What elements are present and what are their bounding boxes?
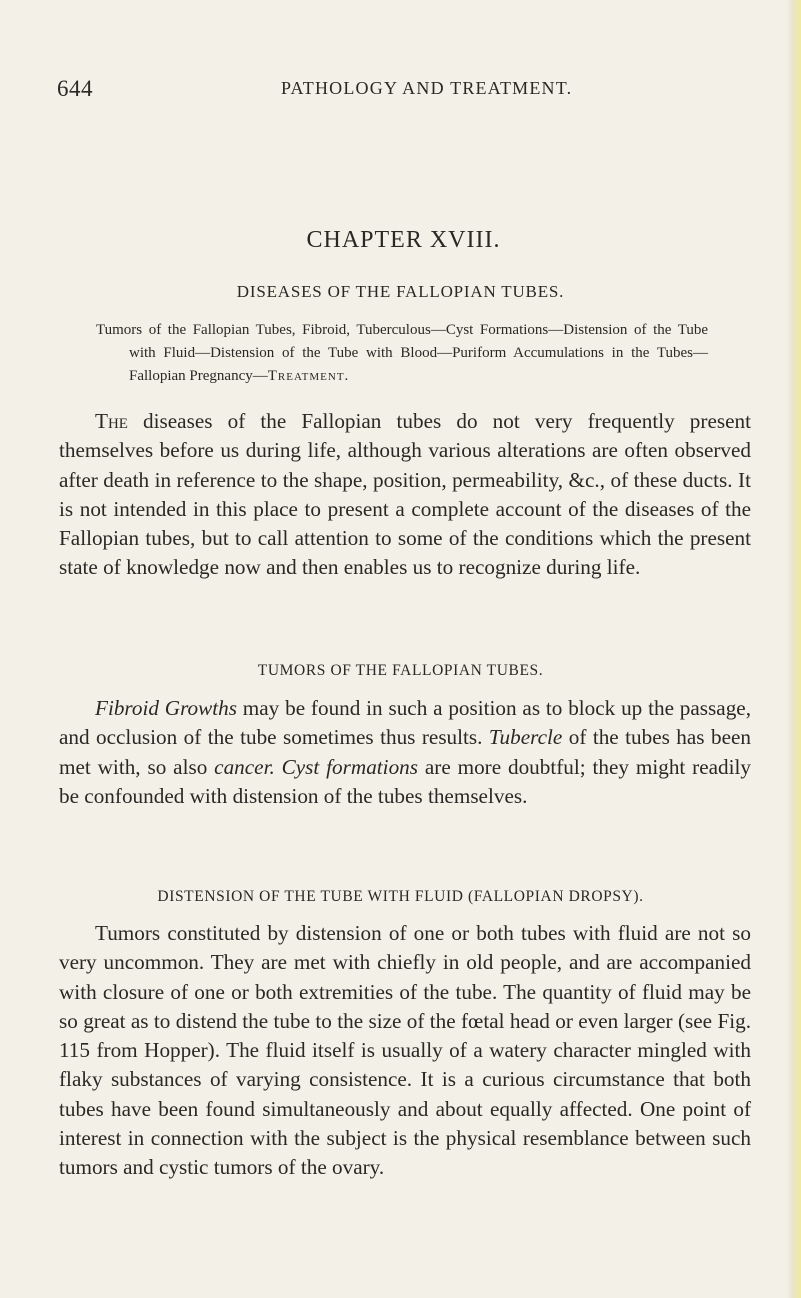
cyst-text: are more doubtful; they might readily be confounded with distension of the tubes themselves. xyxy=(59,754,752,808)
chapter-subtitle: DISEASES OF THE FALLOPIAN TUBES. xyxy=(236,282,565,301)
tubercle-text: of the tubes has been met with, so also xyxy=(59,725,751,779)
section-heading-tumors: TUMORS OF THE FALLOPIAN TUBES. xyxy=(257,662,544,679)
summary-treatment: Treatment. xyxy=(267,368,350,384)
running-head xyxy=(57,76,747,106)
page-edge xyxy=(787,0,801,1298)
tumors-paragraph xyxy=(59,694,751,811)
intro-paragraph xyxy=(59,407,751,583)
term-cancer: cancer. xyxy=(214,754,275,779)
running-title: PATHOLOGY AND TREATMENT. xyxy=(281,78,573,98)
chapter-summary xyxy=(96,319,708,388)
fibroid-text: may be found in such a position as to block up the passage, and occlusion of the tube sometimes thus results. xyxy=(59,696,751,750)
page-number: 644 xyxy=(57,76,93,101)
summary-text: Tumors of the Fallopian Tubes, Fibroid, Tuberculous—Cyst Formations—Distension of the Tube with Fluid—Distension of the Tube with Blood—Puriform Accumulations in the Tubes—Fallopian Pregnancy— xyxy=(96,322,708,384)
term-tubercle: Tubercle xyxy=(488,725,563,750)
term-fibroid-growths: Fibroid Growths xyxy=(95,696,237,720)
intro-lead-word: The xyxy=(95,409,128,433)
section-heading-distension: DISTENSION OF THE TUBE WITH FLUID (FALLOPIAN DROPSY). xyxy=(157,888,644,905)
intro-text: diseases of the Fallopian tubes do not very frequently present themselves before us during life, although various alterations are often observed after death in reference to the shape, position, permeability, &c., of these ducts. It is not intended in this place to present a complete account of the diseases of the Fallopian tubes, but to call attention to some of the conditions which the present state of knowledge now and then enables us to recognize during life. xyxy=(59,409,751,580)
term-cyst-formations: Cyst formations xyxy=(281,754,418,779)
chapter-title: CHAPTER XVIII. xyxy=(306,227,501,253)
distension-paragraph: Tumors constituted by distension of one or both tubes with fluid are not so very uncommon. They are met with chiefly in old people, and are accompanied with closure of one or both extremities of the tube. The quantity of fluid may be so great as to distend the tube to the size of the fœtal head or even larger (see Fig. 115 from Hopper). The fluid itself is usually of a watery character mingled with flaky substances of varying consistence. It is a curious circumstance that both tubes have been found simultaneously and about equally affected. One point of interest in connection with the subject is the physical resemblance between such tumors and cystic tumors of the ovary. xyxy=(59,921,751,1180)
cyst-spacer xyxy=(275,755,282,779)
